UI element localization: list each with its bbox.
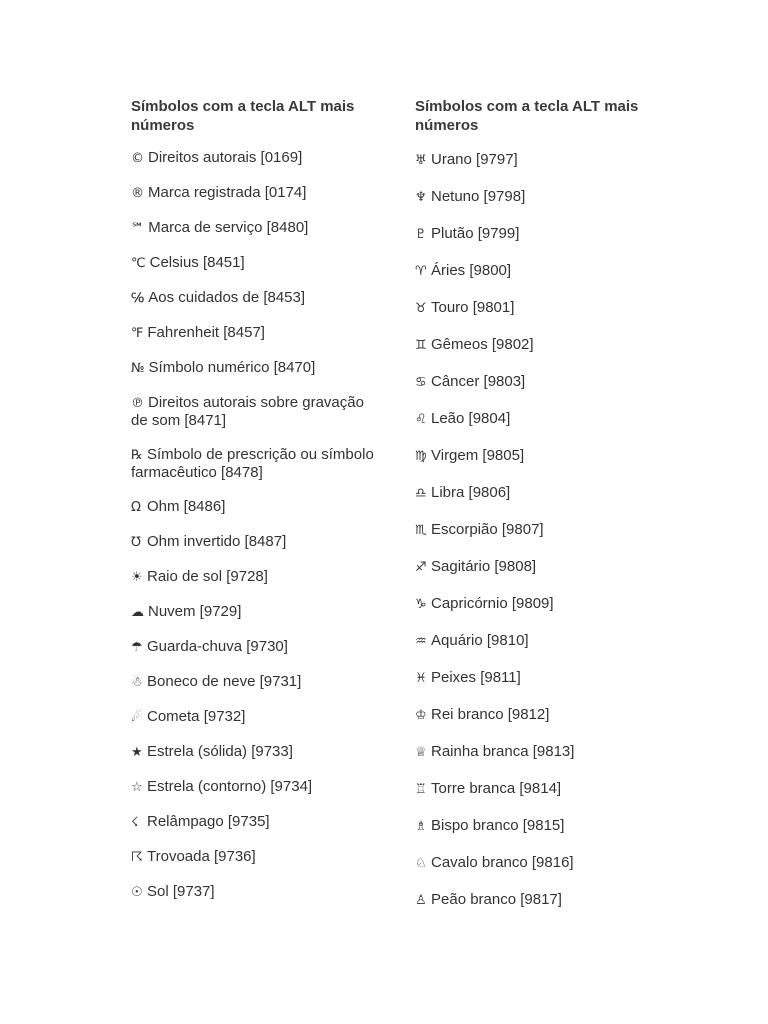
symbol-description: Leão [9804]: [431, 410, 511, 427]
list-item: [131, 533, 381, 551]
list-item: [131, 848, 381, 866]
list-item: [415, 484, 665, 502]
symbol-description: Peão branco [9817]: [431, 891, 562, 908]
symbol-glyph: ♗: [415, 819, 427, 834]
symbol-glyph: ♙: [415, 893, 427, 908]
symbol-description: Cometa [9732]: [147, 708, 246, 725]
symbol-glyph: ℅: [131, 291, 145, 306]
list-item: [131, 254, 381, 272]
list-item: [415, 262, 665, 280]
list-item: [415, 854, 665, 872]
list-item: [131, 708, 381, 726]
list-item: [131, 673, 381, 691]
list-item: [131, 743, 381, 761]
symbol-description: Gêmeos [9802]: [431, 336, 534, 353]
symbol-glyph: ♇: [415, 227, 427, 242]
symbol-glyph: ☈: [131, 850, 143, 865]
symbol-description: Guarda-chuva [9730]: [147, 638, 288, 655]
list-item: [415, 521, 665, 539]
symbol-description: Bispo branco [9815]: [431, 817, 565, 834]
list-item: [131, 568, 381, 586]
symbol-description: Aquário [9810]: [431, 632, 529, 649]
list-item: [131, 149, 381, 167]
symbol-glyph: ☁: [131, 605, 144, 620]
symbol-glyph: ★: [131, 745, 143, 760]
symbol-glyph: ♆: [415, 190, 427, 205]
symbol-glyph: ♒: [415, 634, 427, 649]
symbol-glyph: ♉: [415, 301, 427, 316]
symbol-description: Virgem [9805]: [431, 447, 525, 464]
symbol-glyph: №: [131, 361, 145, 376]
symbol-description: Raio de sol [9728]: [147, 568, 268, 585]
symbol-glyph: ♕: [415, 745, 427, 760]
symbol-description: Peixes [9811]: [431, 669, 521, 686]
symbol-glyph: ℠: [131, 221, 145, 236]
list-item: [131, 638, 381, 656]
symbol-description: Ohm [8486]: [147, 498, 226, 515]
symbol-description: Sol [9737]: [147, 883, 215, 900]
symbol-glyph: ℃: [131, 256, 146, 271]
symbol-description: Plutão [9799]: [431, 225, 520, 242]
list-item: [131, 446, 381, 481]
symbol-glyph: ©: [131, 151, 144, 166]
list-item: [415, 299, 665, 317]
left-column-heading: Símbolos com a tecla ALT mais números: [131, 98, 355, 134]
symbol-description: Urano [9797]: [431, 151, 518, 168]
list-item: [415, 595, 665, 613]
symbol-description: Áries [9800]: [431, 262, 512, 279]
symbol-description: Sagitário [9808]: [431, 558, 537, 575]
symbol-description: Estrela (contorno) [9734]: [147, 778, 313, 795]
symbol-description: Celsius [8451]: [149, 254, 245, 271]
list-item: [415, 188, 665, 206]
list-item: [131, 498, 381, 516]
symbol-description: Símbolo numérico [8470]: [148, 359, 316, 376]
list-item: [131, 184, 381, 202]
symbol-glyph: ♌: [415, 412, 427, 427]
list-item: [415, 632, 665, 650]
symbol-glyph: ®: [131, 186, 144, 201]
left-column: [131, 97, 381, 918]
list-item: [415, 336, 665, 354]
list-item: [415, 373, 665, 391]
symbol-glyph: Ω: [131, 500, 141, 515]
symbol-description: Marca de serviço [8480]: [148, 219, 309, 236]
symbol-glyph: ℧: [131, 535, 141, 550]
symbol-glyph: ♏: [415, 523, 427, 538]
symbol-description: Aos cuidados de [8453]: [148, 289, 306, 306]
symbol-glyph: ♎: [415, 486, 427, 501]
list-item: [415, 780, 665, 798]
symbol-description: Nuvem [9729]: [148, 603, 242, 620]
symbol-description: Cavalo branco [9816]: [431, 854, 574, 871]
right-symbol-list: [415, 151, 665, 909]
symbol-glyph: ℉: [131, 326, 144, 341]
right-column-heading: Símbolos com a tecla ALT mais números: [415, 98, 639, 134]
list-item: [131, 219, 381, 237]
symbol-glyph: ☀: [131, 570, 143, 585]
symbol-description: Rainha branca [9813]: [431, 743, 575, 760]
list-item: [131, 883, 381, 901]
symbol-description: Estrela (sólida) [9733]: [147, 743, 293, 760]
list-item: [415, 706, 665, 724]
symbol-description: Ohm invertido [8487]: [147, 533, 287, 550]
symbol-glyph: ♐: [415, 560, 427, 575]
symbol-glyph: ♘: [415, 856, 427, 871]
symbol-glyph: ♍: [415, 449, 427, 464]
symbol-description: Direitos autorais [0169]: [148, 149, 303, 166]
symbol-description: Netuno [9798]: [431, 188, 526, 205]
symbol-description: Trovoada [9736]: [147, 848, 256, 865]
symbol-description: Relâmpago [9735]: [147, 813, 270, 830]
list-item: [415, 743, 665, 761]
symbol-glyph: ♅: [415, 153, 427, 168]
symbol-glyph: ℗: [131, 396, 144, 411]
left-symbol-list: [131, 149, 381, 901]
symbol-description: Escorpião [9807]: [431, 521, 544, 538]
symbol-glyph: ♖: [415, 782, 427, 797]
list-item: [131, 289, 381, 307]
symbol-glyph: ☂: [131, 640, 143, 655]
list-item: [415, 410, 665, 428]
symbol-glyph: ♑: [415, 597, 427, 612]
symbol-glyph: ☆: [131, 780, 143, 795]
symbol-description: Libra [9806]: [431, 484, 511, 501]
list-item: [131, 603, 381, 621]
symbol-glyph: ♔: [415, 708, 427, 723]
symbol-description: Capricórnio [9809]: [431, 595, 554, 612]
list-item: [131, 359, 381, 377]
symbol-glyph: ♊: [415, 338, 427, 353]
symbol-description: Torre branca [9814]: [431, 780, 562, 797]
right-column: [415, 97, 665, 928]
symbol-description: Símbolo de prescrição ou símbolo farmacêutico [8478]: [131, 446, 374, 481]
symbol-glyph: ♋: [415, 375, 427, 390]
symbol-description: Marca registrada [0174]: [148, 184, 307, 201]
list-item: [415, 151, 665, 169]
list-item: [415, 669, 665, 687]
list-item: [131, 778, 381, 796]
list-item: [415, 558, 665, 576]
list-item: [415, 225, 665, 243]
symbol-glyph: ♈: [415, 264, 427, 279]
symbol-glyph: ♓: [415, 671, 427, 686]
symbol-glyph: ℞: [131, 448, 143, 463]
symbol-description: Direitos autorais sobre gravação de som [8471]: [131, 394, 364, 429]
symbol-glyph: ☉: [131, 885, 143, 900]
symbol-glyph: ☃: [131, 675, 143, 690]
symbol-description: Rei branco [9812]: [431, 706, 550, 723]
symbol-glyph: ☇: [131, 815, 139, 830]
symbol-description: Touro [9801]: [431, 299, 515, 316]
symbol-description: Boneco de neve [9731]: [147, 673, 302, 690]
list-item: [415, 447, 665, 465]
symbol-description: Câncer [9803]: [431, 373, 526, 390]
symbol-glyph: ☄: [131, 710, 143, 725]
symbol-description: Fahrenheit [8457]: [147, 324, 265, 341]
list-item: [415, 891, 665, 909]
list-item: [415, 817, 665, 835]
list-item: [131, 394, 381, 429]
list-item: [131, 813, 381, 831]
list-item: [131, 324, 381, 342]
